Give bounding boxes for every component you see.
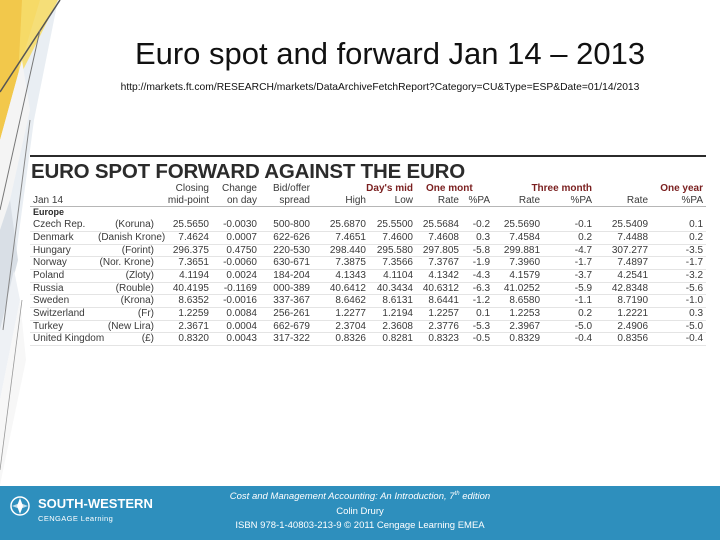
cell-change: 0.0004 <box>212 320 260 333</box>
cell-m1-rate: 25.5684 <box>416 219 462 231</box>
cell-y1-pa: -5.0 <box>651 320 706 333</box>
cell-m1-rate: 1.2257 <box>416 308 462 321</box>
cell-change: 0.0043 <box>212 333 260 346</box>
group-one-year: One year <box>660 183 704 194</box>
cell-country: Denmark <box>30 231 95 244</box>
cell-low: 7.3566 <box>369 257 416 270</box>
cell-spread: 000-389 <box>260 282 313 295</box>
cell-m3-rate: 25.5690 <box>493 219 543 231</box>
cell-spread: 337-367 <box>260 295 313 308</box>
table-row <box>30 219 706 231</box>
cell-y1-rate: 307.277 <box>595 244 651 257</box>
cell-high: 0.8326 <box>313 333 369 346</box>
header-1y-pa: %PA <box>681 194 704 206</box>
cell-country: Sweden <box>30 295 95 308</box>
cell-spread: 184-204 <box>260 269 313 282</box>
cell-currency: (New Lira) <box>95 320 157 333</box>
cell-closing: 0.8320 <box>157 333 212 346</box>
region-label: Europe <box>33 207 65 218</box>
table-row <box>30 269 706 282</box>
group-days-mid: Day's mid <box>366 183 413 194</box>
header-1m-rate: Rate <box>437 194 459 206</box>
cell-low: 2.3608 <box>369 320 416 333</box>
source-url[interactable]: http://markets.ft.com/RESEARCH/markets/DataArchiveFetchReport?Category=CU&Type=ESP&Date=01/14/2013 <box>120 82 640 93</box>
cell-country: Czech Rep. <box>30 219 95 231</box>
cell-y1-pa: -3.5 <box>651 244 706 257</box>
cell-y1-pa: -0.4 <box>651 333 706 346</box>
region-row <box>30 207 706 219</box>
fx-table <box>30 183 706 346</box>
slide-title: Euro spot and forward Jan 14 – 2013 <box>134 36 646 71</box>
cell-m1-rate: 0.8323 <box>416 333 462 346</box>
cell-low: 295.580 <box>369 244 416 257</box>
header-bidoffer: Bid/offer <box>272 183 310 194</box>
cell-m3-rate: 7.3960 <box>493 257 543 270</box>
table-row <box>30 333 706 346</box>
footer-bar <box>0 486 720 540</box>
cell-m3-rate: 41.0252 <box>493 282 543 295</box>
cell-change: -0.0060 <box>212 257 260 270</box>
cell-y1-rate: 8.7190 <box>595 295 651 308</box>
cell-y1-pa: -3.2 <box>651 269 706 282</box>
cell-change: -0.0030 <box>212 219 260 231</box>
cell-currency: (Koruna) <box>95 219 157 231</box>
cell-m3-rate: 299.881 <box>493 244 543 257</box>
cell-y1-rate: 42.8348 <box>595 282 651 295</box>
fx-table-body <box>30 219 706 346</box>
cell-currency: (Danish Krone) <box>95 231 157 244</box>
header-3m-rate: Rate <box>518 194 541 206</box>
cell-high: 7.3875 <box>313 257 369 270</box>
table-header-row-2 <box>30 195 706 207</box>
cell-low: 25.5500 <box>369 219 416 231</box>
cell-high: 4.1343 <box>313 269 369 282</box>
cell-spread: 622-626 <box>260 231 313 244</box>
cell-m3-rate: 1.2253 <box>493 308 543 321</box>
cell-change: 0.0024 <box>212 269 260 282</box>
header-1y-rate: Rate <box>626 194 649 206</box>
book-title: Cost and Management Accounting: An Introduction, 7th edition <box>229 490 491 502</box>
cell-closing: 296.375 <box>157 244 212 257</box>
cell-m1-pa: -0.5 <box>462 333 493 346</box>
book-credits <box>180 490 540 534</box>
cell-currency: (Krona) <box>95 295 157 308</box>
cell-closing: 7.3651 <box>157 257 212 270</box>
header-spread: spread <box>279 194 310 206</box>
cell-m1-rate: 7.4608 <box>416 231 462 244</box>
cell-high: 7.4651 <box>313 231 369 244</box>
header-closing: Closing <box>175 183 209 194</box>
cell-high: 298.440 <box>313 244 369 257</box>
cell-low: 8.6131 <box>369 295 416 308</box>
cell-y1-pa: 0.2 <box>651 231 706 244</box>
group-one-month: One mont <box>426 183 473 194</box>
cell-m3-pa: -1.7 <box>543 257 595 270</box>
cell-m1-pa: -1.2 <box>462 295 493 308</box>
cell-low: 7.4600 <box>369 231 416 244</box>
cell-currency: (Rouble) <box>95 282 157 295</box>
cell-m3-pa: 0.2 <box>543 231 595 244</box>
cell-spread: 317-322 <box>260 333 313 346</box>
cell-m1-rate: 4.1342 <box>416 269 462 282</box>
cell-country: Russia <box>30 282 95 295</box>
header-3m-pa: %PA <box>570 194 593 206</box>
cell-low: 1.2194 <box>369 308 416 321</box>
brand-line-1: SOUTH-WESTERN <box>38 496 153 511</box>
cell-m1-rate: 8.6441 <box>416 295 462 308</box>
cell-closing: 8.6352 <box>157 295 212 308</box>
cell-m1-pa: -0.2 <box>462 219 493 231</box>
cell-country: Hungary <box>30 244 95 257</box>
cell-country: Switzerland <box>30 308 95 321</box>
cell-m1-rate: 40.6312 <box>416 282 462 295</box>
cell-currency: (Zloty) <box>95 269 157 282</box>
table-heading: EURO SPOT FORWARD AGAINST THE EURO <box>30 155 706 183</box>
cell-m1-pa: -1.9 <box>462 257 493 270</box>
cell-high: 25.6870 <box>313 219 369 231</box>
cell-closing: 2.3671 <box>157 320 212 333</box>
header-1m-pa: %PA <box>468 194 491 206</box>
cell-m3-pa: -5.9 <box>543 282 595 295</box>
cell-m3-rate: 2.3967 <box>493 320 543 333</box>
cell-m3-pa: -4.7 <box>543 244 595 257</box>
cell-y1-rate: 2.4906 <box>595 320 651 333</box>
cell-country: United Kingdom <box>30 333 95 346</box>
cell-y1-rate: 7.4488 <box>595 231 651 244</box>
header-on-day: on day <box>226 194 257 206</box>
cell-y1-rate: 7.4897 <box>595 257 651 270</box>
cell-closing: 7.4624 <box>157 231 212 244</box>
cell-spread: 500-800 <box>260 219 313 231</box>
cell-high: 40.6412 <box>313 282 369 295</box>
cell-m1-rate: 297.805 <box>416 244 462 257</box>
cell-m1-rate: 2.3776 <box>416 320 462 333</box>
cell-y1-pa: -5.6 <box>651 282 706 295</box>
cell-high: 2.3704 <box>313 320 369 333</box>
cell-country: Norway <box>30 257 95 270</box>
brand-line-2: CENGAGE Learning <box>38 514 114 523</box>
table-row <box>30 295 706 308</box>
cell-spread: 630-671 <box>260 257 313 270</box>
cell-spread: 220-530 <box>260 244 313 257</box>
cell-high: 8.6462 <box>313 295 369 308</box>
cell-y1-rate: 4.2541 <box>595 269 651 282</box>
cell-m3-rate: 7.4584 <box>493 231 543 244</box>
cell-country: Turkey <box>30 320 95 333</box>
cengage-mark-icon <box>10 496 30 516</box>
cell-m1-pa: -5.8 <box>462 244 493 257</box>
cell-y1-rate: 1.2221 <box>595 308 651 321</box>
cell-m3-pa: 0.2 <box>543 308 595 321</box>
header-change: Change <box>221 183 257 194</box>
cell-closing: 1.2259 <box>157 308 212 321</box>
cell-m3-rate: 8.6580 <box>493 295 543 308</box>
cell-y1-rate: 0.8356 <box>595 333 651 346</box>
cell-country: Poland <box>30 269 95 282</box>
cell-change: -0.0016 <box>212 295 260 308</box>
fx-table-panel <box>30 155 706 477</box>
cell-m1-pa: 0.3 <box>462 231 493 244</box>
cell-closing: 4.1194 <box>157 269 212 282</box>
cell-closing: 40.4195 <box>157 282 212 295</box>
cell-currency: (Forint) <box>95 244 157 257</box>
cell-spread: 256-261 <box>260 308 313 321</box>
cell-y1-pa: 0.1 <box>651 219 706 231</box>
cell-change: 0.0084 <box>212 308 260 321</box>
cell-currency: (£) <box>95 333 157 346</box>
header-low: Low <box>394 194 413 206</box>
cell-low: 4.1104 <box>369 269 416 282</box>
cell-currency: (Fr) <box>95 308 157 321</box>
cell-high: 1.2277 <box>313 308 369 321</box>
cell-y1-pa: -1.7 <box>651 257 706 270</box>
cell-y1-pa: -1.0 <box>651 295 706 308</box>
book-isbn: ISBN 978-1-40803-213-9 © 2011 Cengage Learning EMEA <box>235 520 485 531</box>
cell-m1-pa: -4.3 <box>462 269 493 282</box>
group-three-month: Three month <box>531 183 593 194</box>
cell-currency: (Nor. Krone) <box>95 257 157 270</box>
header-midpoint: mid-point <box>167 194 209 206</box>
cell-m3-pa: -0.4 <box>543 333 595 346</box>
book-author: Colin Drury <box>336 505 384 517</box>
cell-change: 0.4750 <box>212 244 260 257</box>
cell-low: 40.3434 <box>369 282 416 295</box>
table-row <box>30 320 706 333</box>
table-row <box>30 257 706 270</box>
cell-m3-pa: -5.0 <box>543 320 595 333</box>
cell-m1-rate: 7.3767 <box>416 257 462 270</box>
cell-m3-pa: -0.1 <box>543 219 595 231</box>
cell-y1-pa: 0.3 <box>651 308 706 321</box>
table-row <box>30 308 706 321</box>
cell-change: -0.1169 <box>212 282 260 295</box>
table-row <box>30 244 706 257</box>
cell-low: 0.8281 <box>369 333 416 346</box>
cell-change: 0.0007 <box>212 231 260 244</box>
table-row <box>30 282 706 295</box>
cell-m1-pa: -5.3 <box>462 320 493 333</box>
cell-m3-rate: 4.1579 <box>493 269 543 282</box>
cell-m1-pa: -6.3 <box>462 282 493 295</box>
cell-m1-pa: 0.1 <box>462 308 493 321</box>
header-high: High <box>345 194 366 206</box>
cell-m3-rate: 0.8329 <box>493 333 543 346</box>
cell-spread: 662-679 <box>260 320 313 333</box>
table-row <box>30 231 706 244</box>
cell-closing: 25.5650 <box>157 219 212 231</box>
cell-y1-rate: 25.5409 <box>595 219 651 231</box>
table-date: Jan 14 <box>33 194 64 206</box>
cell-m3-pa: -1.1 <box>543 295 595 308</box>
cell-m3-pa: -3.7 <box>543 269 595 282</box>
